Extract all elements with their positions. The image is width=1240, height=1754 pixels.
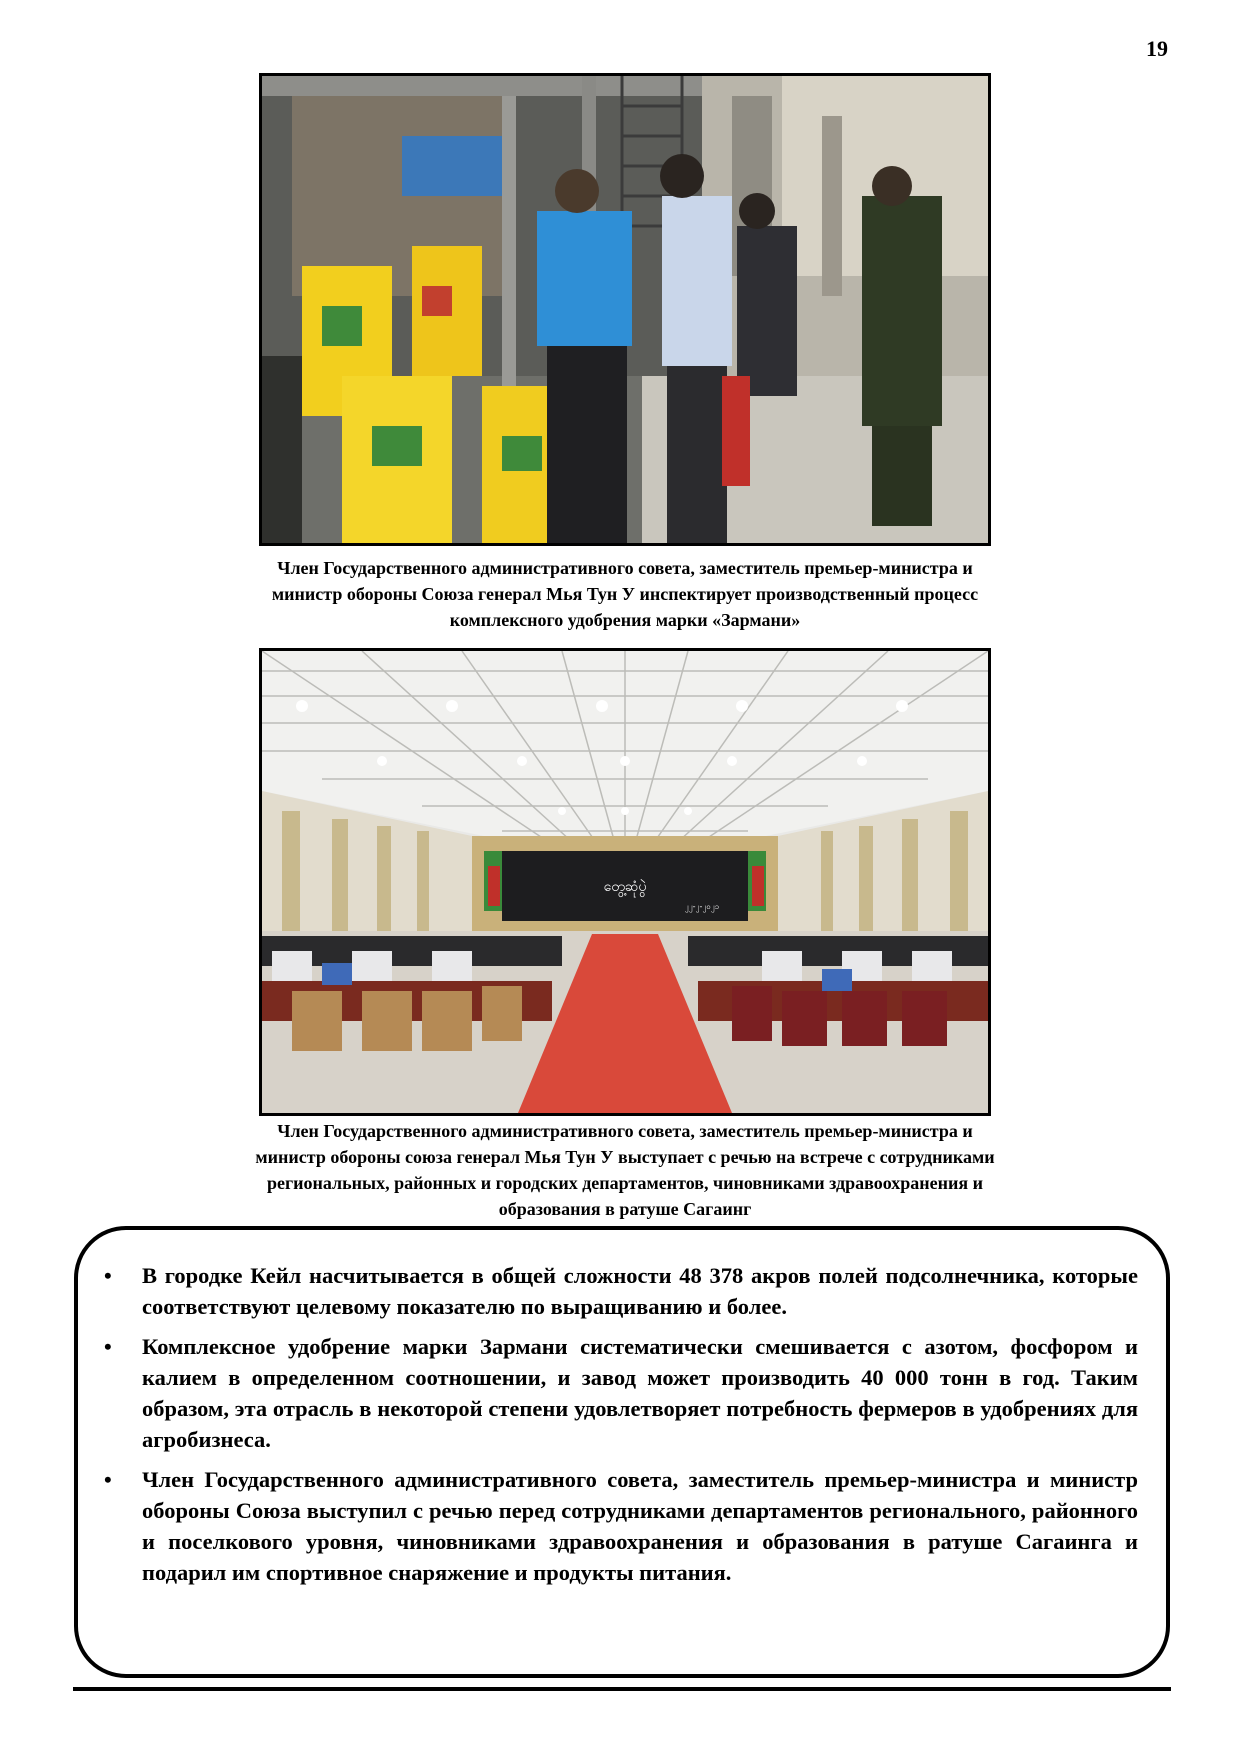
photo-1-caption <box>150 555 1100 633</box>
bottom-divider <box>73 1687 1171 1691</box>
bullet-text: В городке Кейл насчитывается в общей сложности 48 378 акров полей подсолнечника, которые соответствуют целевому показателю по выращиванию и более. <box>142 1263 1138 1319</box>
factory-scene-illustration <box>262 76 988 543</box>
photo-2-caption <box>150 1118 1100 1222</box>
bullet-text: Комплексное удобрение марки Зармани систематически смешивается с азотом, фосфором и калием в определенном соотношении, и завод может производить 40 000 тонн в год. Таким образом, эта отрасль в некоторой степени удовлетворяет потребность фермеров в удобрениях для агробизнеса. <box>142 1334 1138 1452</box>
caption-line: комплексного удобрения марки «Зармани» <box>449 610 801 630</box>
bullet-icon: • <box>104 1263 112 1288</box>
caption-line: министр обороны союза генерал Мья Тун У выступает с речью на встрече с сотрудниками <box>255 1147 995 1167</box>
summary-bullet-list <box>78 1230 1166 1588</box>
stage-banner-text: တွေ့ဆုံပွဲ <box>603 879 647 895</box>
bullet-icon: • <box>104 1467 112 1492</box>
caption-line: образования в ратуше Сагаинг <box>498 1199 752 1219</box>
summary-bullet-item <box>104 1260 1138 1322</box>
caption-line: министр обороны Союза генерал Мья Тун У инспектирует производственный процесс <box>271 584 979 604</box>
caption-line: региональных, районных и городских департаментов, чиновниками здравоохранения и <box>266 1173 984 1193</box>
hall-scene-illustration <box>262 651 988 1113</box>
bullet-text: Член Государственного административного совета, заместитель премьер-министра и министр обороны Союза выступил с речью перед сотрудниками департаментов регионального, районного и поселкового уровня, чиновниками здравоохранения и образования в ратуше Сагаинга и подарил им спортивное снаряжение и продукты питания. <box>142 1467 1138 1585</box>
summary-bullet-item <box>104 1464 1138 1588</box>
bullet-icon: • <box>104 1334 112 1359</box>
caption-line: Член Государственного административного совета, заместитель премьер-министра и <box>277 558 973 578</box>
fertilizer-factory-inspection-photo <box>259 73 991 546</box>
page-number: 19 <box>1146 36 1168 61</box>
summary-bullet-item <box>104 1331 1138 1455</box>
summary-box <box>74 1226 1170 1678</box>
town-hall-meeting-photo <box>259 648 991 1116</box>
caption-line: Член Государственного административного совета, заместитель премьер-министра и <box>277 1121 973 1141</box>
stage-date-text: ၂၂-၂-၂၀၂၁ <box>684 902 720 911</box>
